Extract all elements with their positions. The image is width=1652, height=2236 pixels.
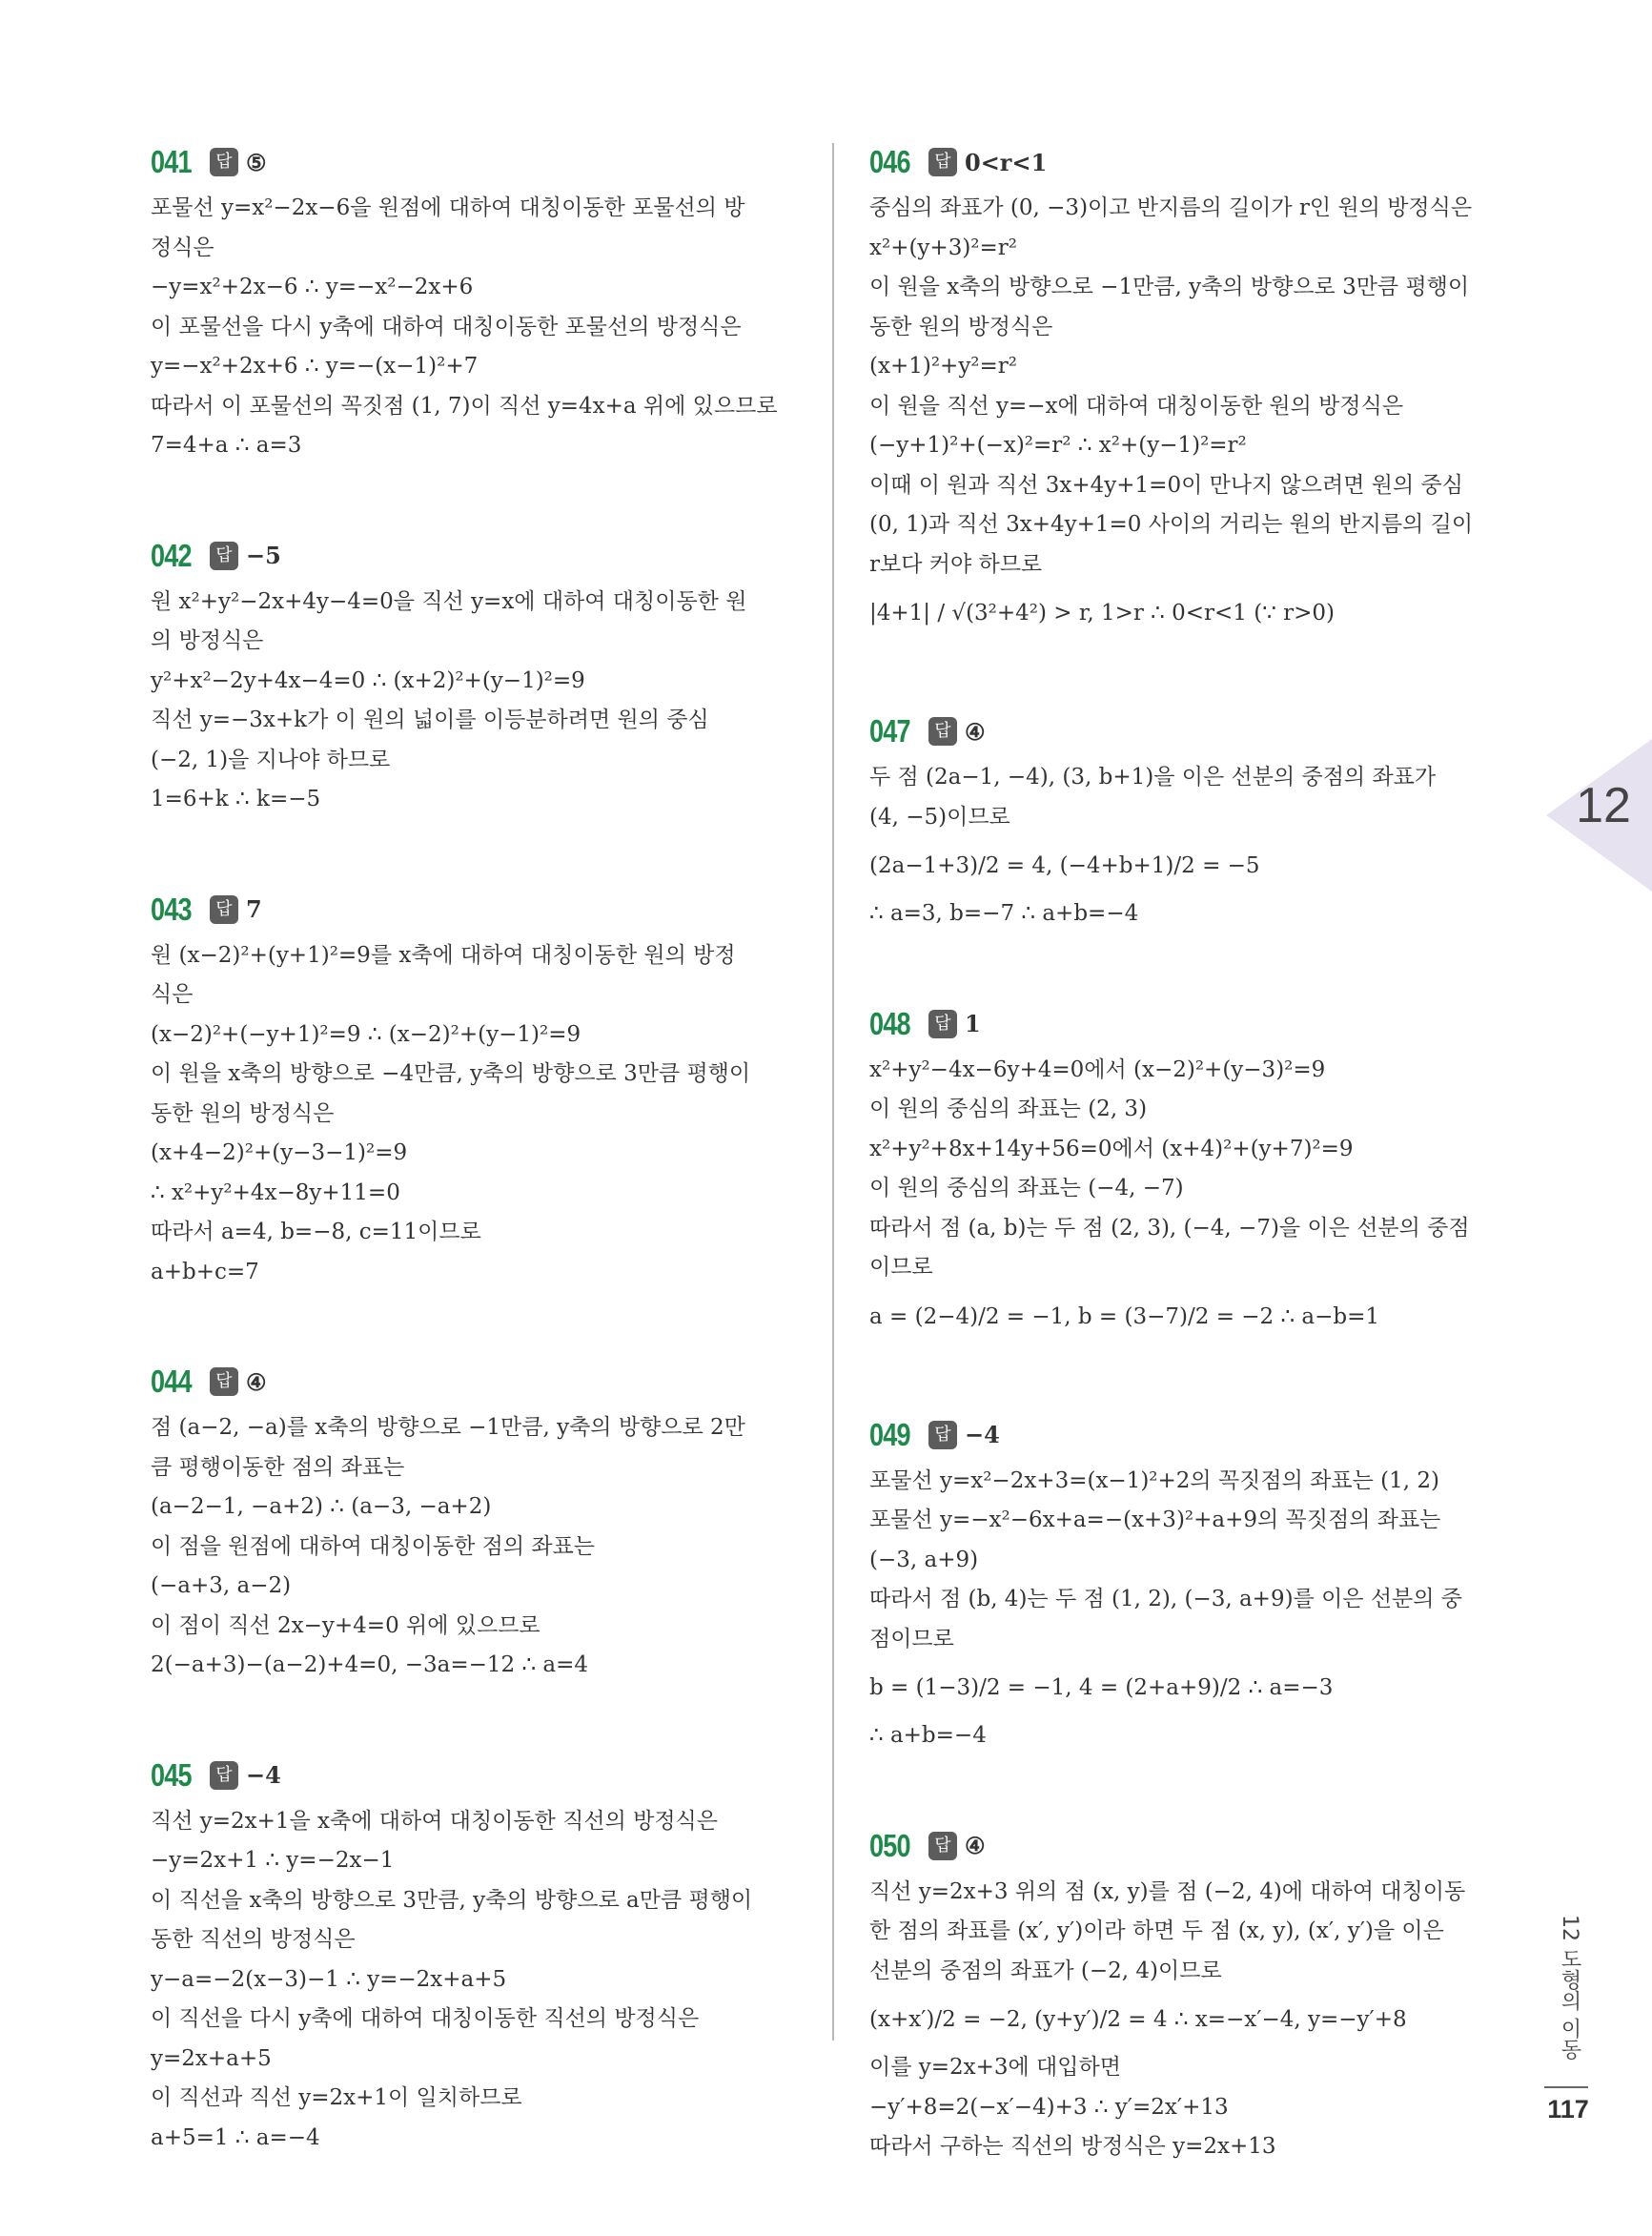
problem-header xyxy=(151,535,808,577)
solution-line: b = (1−3)/2 = −1, 4 = (2+a+9)/2 ∴ a=−3 xyxy=(869,1675,1334,1700)
running-head: 12 도형의 이동 xyxy=(1558,1915,1581,2060)
solution-line: 중심의 좌표가 (0, −3)이고 반지름의 길이가 r인 원의 방정식은 xyxy=(869,195,1473,220)
solution-line: ∴ a=3, b=−7 ∴ a+b=−4 xyxy=(869,901,1139,926)
answer-value: 7 xyxy=(246,895,262,923)
problem-header xyxy=(151,889,808,931)
solution-line: a+5=1 ∴ a=−4 xyxy=(151,2124,320,2150)
solution-line: 2(−a+3)−(a−2)+4=0, −3a=−12 ∴ a=4 xyxy=(151,1652,589,1677)
answer-badge: 답 xyxy=(210,542,238,570)
problem-header xyxy=(869,710,1527,752)
solution-line: 식은 xyxy=(151,982,194,1007)
solution-line: 7=4+a ∴ a=3 xyxy=(151,433,302,458)
solution-line: 큼 평행이동한 점의 좌표는 xyxy=(151,1454,405,1480)
solution-line: 이 점을 원점에 대하여 대칭이동한 점의 좌표는 xyxy=(151,1533,596,1559)
solution-line: 이 원을 x축의 방향으로 −1만큼, y축의 방향으로 3만큼 평행이 xyxy=(869,275,1470,299)
solution-line: a = (2−4)/2 = −1, b = (3−7)/2 = −2 ∴ a−b=1 xyxy=(869,1303,1380,1329)
solution-line: 직선 y=2x+3 위의 점 (x, y)를 점 (−2, 4)에 대하여 대칭이동 xyxy=(869,1878,1466,1904)
answer-value: 1 xyxy=(965,1010,981,1037)
solution-line: 한 점의 좌표를 (x′, y′)이라 하면 두 점 (x, y), (x′, y′)을 이은 xyxy=(869,1918,1444,1943)
solution-line: (4, −5)이므로 xyxy=(869,804,1010,830)
solution-line: 직선 y=−3x+k가 이 원의 넓이를 이등분하려면 원의 중심 xyxy=(151,708,709,732)
problem-number: 045 xyxy=(151,1756,192,1793)
problem-042 xyxy=(151,535,808,820)
solution-line: 점 (a−2, −a)를 x축의 방향으로 −1만큼, y축의 방향으로 2만 xyxy=(151,1415,745,1440)
solution-line: (−2, 1)을 지나야 하므로 xyxy=(151,747,391,772)
problem-045 xyxy=(151,1754,808,2159)
solution-line: 포물선 y=x²−2x−6을 원점에 대하여 대칭이동한 포물선의 방 xyxy=(151,195,745,220)
solution-line: (a−2−1, −a+2) ∴ (a−3, −a+2) xyxy=(151,1494,492,1519)
problem-046 xyxy=(869,141,1527,642)
solution-line: 이때 이 원과 직선 3x+4y+1=0이 만나지 않으려면 원의 중심 xyxy=(869,472,1463,498)
left-column xyxy=(151,141,808,2226)
solution-line: y=2x+a+5 xyxy=(151,2045,272,2071)
solution-line: 동한 원의 방정식은 xyxy=(151,1100,335,1126)
answer-value: ⑤ xyxy=(246,148,267,176)
solution-line: 이 직선과 직선 y=2x+1이 일치하므로 xyxy=(151,2085,522,2110)
solution-line: (−3, a+9) xyxy=(869,1547,979,1572)
column-divider xyxy=(832,143,834,2041)
problem-header xyxy=(869,1003,1527,1045)
answer-value: ④ xyxy=(965,1832,986,1859)
problem-050 xyxy=(869,1825,1527,2167)
solution-line: x²+(y+3)²=r² xyxy=(869,235,1018,260)
solution-line: a+b+c=7 xyxy=(151,1259,259,1284)
solution-line: 선분의 중점의 좌표가 (−2, 4)이므로 xyxy=(869,1958,1222,1983)
solution-line: ∴ a+b=−4 xyxy=(869,1723,987,1748)
problem-number: 042 xyxy=(151,537,192,573)
right-column xyxy=(869,141,1527,2236)
solution-line: −y=2x+1 ∴ y=−2x−1 xyxy=(151,1848,395,1873)
solution-line: 이 원을 x축의 방향으로 −4만큼, y축의 방향으로 3만큼 평행이 xyxy=(151,1061,751,1086)
solution-line: ∴ x²+y²+4x−8y+11=0 xyxy=(151,1180,400,1205)
answer-badge: 답 xyxy=(210,1367,238,1396)
solution-line: 따라서 이 포물선의 꼭짓점 (1, 7)이 직선 y=4x+a 위에 있으므로 xyxy=(151,393,778,419)
answer-value: 0<r<1 xyxy=(965,148,1048,176)
solution-line: y²+x²−2y+4x−4=0 ∴ (x+2)²+(y−1)²=9 xyxy=(151,667,585,693)
solution-line: (x+x′)/2 = −2, (y+y′)/2 = 4 ∴ x=−x′−4, y=−y′+8 xyxy=(869,2007,1407,2032)
solution-line: 포물선 y=x²−2x+3=(x−1)²+2의 꼭짓점의 좌표는 (1, 2) xyxy=(869,1467,1439,1493)
answer-badge: 답 xyxy=(210,148,238,176)
solution-line: 따라서 a=4, b=−8, c=11이므로 xyxy=(151,1220,481,1244)
solution-line: 이 원을 직선 y=−x에 대하여 대칭이동한 원의 방정식은 xyxy=(869,393,1404,419)
solution-line: 따라서 구하는 직선의 방정식은 y=2x+13 xyxy=(869,2134,1276,2159)
problem-048 xyxy=(869,1003,1527,1345)
solution-line: 이 점이 직선 2x−y+4=0 위에 있으므로 xyxy=(151,1612,540,1638)
problem-043 xyxy=(151,889,808,1293)
problem-049 xyxy=(869,1414,1527,1756)
answer-value: ④ xyxy=(246,1367,267,1396)
solution-line: 이므로 xyxy=(869,1255,933,1280)
answer-badge: 답 xyxy=(928,1421,957,1449)
solution-line: 이 직선을 x축의 방향으로 3만큼, y축의 방향으로 a만큼 평행이 xyxy=(151,1887,753,1913)
problem-number: 043 xyxy=(151,891,192,927)
problem-number: 044 xyxy=(151,1364,192,1399)
page-number: 117 xyxy=(1547,2095,1589,2123)
solution-line: 포물선 y=−x²−6x+a=−(x+3)²+a+9의 꼭짓점의 좌표는 xyxy=(869,1508,1441,1532)
page-number-rule xyxy=(1544,2086,1588,2088)
solution-line: x²+y²−4x−6y+4=0에서 (x−2)²+(y−3)²=9 xyxy=(869,1056,1326,1082)
solution-line: 의 방정식은 xyxy=(151,628,264,653)
solution-line: (x+1)²+y²=r² xyxy=(869,354,1018,379)
solution-line: 원 x²+y²−2x+4y−4=0을 직선 y=x에 대하여 대칭이동한 원 xyxy=(151,588,747,614)
solution-line: (2a−1+3)/2 = 4, (−4+b+1)/2 = −5 xyxy=(869,853,1260,878)
solution-line: 이를 y=2x+3에 대입하면 xyxy=(869,2055,1121,2080)
problem-number: 046 xyxy=(869,144,910,179)
answer-badge: 답 xyxy=(928,717,957,746)
chapter-number: 12 xyxy=(1576,778,1631,833)
solution-line: 1=6+k ∴ k=−5 xyxy=(151,787,321,811)
solution-line: (0, 1)과 직선 3x+4y+1=0 사이의 거리는 원의 반지름의 길이 xyxy=(869,512,1474,537)
solution-line: 이 원의 중심의 좌표는 (−4, −7) xyxy=(869,1176,1184,1200)
solution-line: 이 원의 중심의 좌표는 (2, 3) xyxy=(869,1097,1148,1121)
answer-value: −5 xyxy=(246,542,281,569)
solution-line: (−a+3, a−2) xyxy=(151,1573,292,1598)
solution-line: −y′+8=2(−x′−4)+3 ∴ y′=2x′+13 xyxy=(869,2094,1229,2120)
solution-line: 동한 원의 방정식은 xyxy=(869,314,1053,339)
solution-line: 정식은 xyxy=(151,235,214,260)
problem-header xyxy=(151,1361,808,1403)
solution-line: y=−x²+2x+6 ∴ y=−(x−1)²+7 xyxy=(151,354,479,379)
problem-number: 041 xyxy=(151,144,192,179)
problem-041 xyxy=(151,141,808,466)
problem-header xyxy=(151,1754,808,1796)
answer-badge: 답 xyxy=(210,1761,238,1790)
solution-line: (x+4−2)²+(y−3−1)²=9 xyxy=(151,1140,408,1165)
solution-line: x²+y²+8x+14y+56=0에서 (x+4)²+(y+7)²=9 xyxy=(869,1136,1354,1161)
solution-line: (x−2)²+(−y+1)²=9 ∴ (x−2)²+(y−1)²=9 xyxy=(151,1021,581,1047)
solution-line: 동한 직선의 방정식은 xyxy=(151,1927,356,1952)
answer-badge: 답 xyxy=(928,1010,957,1038)
solution-line: 직선 y=2x+1을 x축에 대하여 대칭이동한 직선의 방정식은 xyxy=(151,1808,718,1834)
solution-line: 따라서 점 (b, 4)는 두 점 (1, 2), (−3, a+9)를 이은 선분의 중 xyxy=(869,1587,1463,1611)
answer-value: ④ xyxy=(965,717,986,746)
problem-number: 050 xyxy=(869,1827,910,1863)
answer-badge: 답 xyxy=(928,1832,957,1860)
solution-line: 따라서 점 (a, b)는 두 점 (2, 3), (−4, −7)을 이은 선분의 중점 xyxy=(869,1215,1470,1241)
solution-line: (−y+1)²+(−x)²=r² ∴ x²+(y−1)²=r² xyxy=(869,433,1247,458)
solution-line: 점이므로 xyxy=(869,1626,954,1651)
solution-line: 이 포물선을 다시 y축에 대하여 대칭이동한 포물선의 방정식은 xyxy=(151,314,742,339)
solution-line: r보다 커야 하므로 xyxy=(869,551,1043,577)
problem-number: 047 xyxy=(869,713,910,749)
problem-number: 048 xyxy=(869,1005,910,1041)
problem-header xyxy=(869,1825,1527,1867)
problem-044 xyxy=(151,1361,808,1686)
problem-header xyxy=(869,141,1527,183)
answer-value: −4 xyxy=(246,1761,281,1789)
solution-line: 이 직선을 다시 y축에 대하여 대칭이동한 직선의 방정식은 xyxy=(151,2006,700,2031)
problem-number: 049 xyxy=(869,1416,910,1452)
solution-line: −y=x²+2x−6 ∴ y=−x²−2x+6 xyxy=(151,275,474,299)
solution-line: 원 (x−2)²+(y+1)²=9를 x축에 대하여 대칭이동한 원의 방정 xyxy=(151,942,736,968)
solution-line: 두 점 (2a−1, −4), (3, b+1)을 이은 선분의 중점의 좌표가 xyxy=(869,765,1437,790)
solution-line: y−a=−2(x−3)−1 ∴ y=−2x+a+5 xyxy=(151,1966,507,1992)
problem-header xyxy=(151,141,808,183)
answer-value: −4 xyxy=(965,1421,1000,1448)
answer-badge: 답 xyxy=(210,895,238,924)
problem-header xyxy=(869,1414,1527,1456)
problem-047 xyxy=(869,710,1527,934)
answer-badge: 답 xyxy=(928,148,957,176)
solution-line: |4+1| / √(3²+4²) > r, 1>r ∴ 0<r<1 (∵ r>0) xyxy=(869,601,1336,626)
